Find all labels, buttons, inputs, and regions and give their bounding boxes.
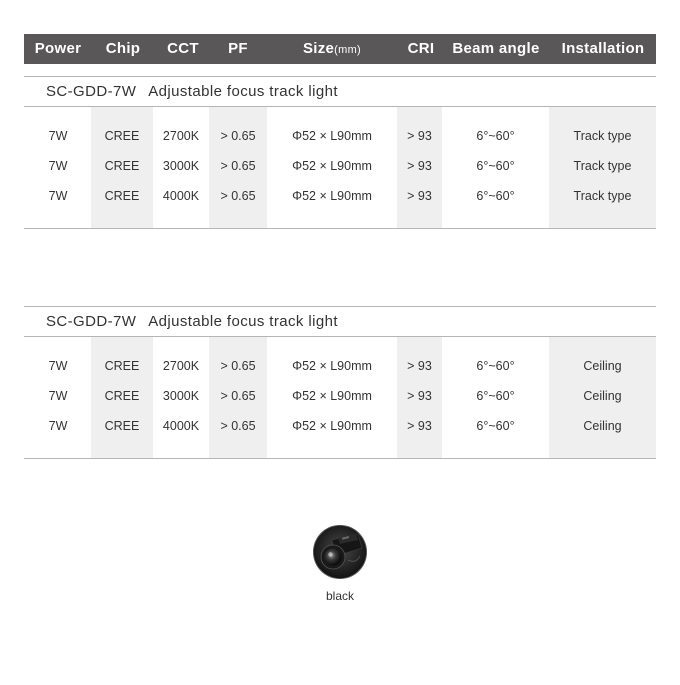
section-title [46,78,338,106]
cell-chip: CREE [104,129,140,143]
divider [24,306,656,307]
cell-cct: 3000K [162,389,200,403]
cell-chip: CREE [104,419,140,433]
header-chip: Chip [105,40,141,57]
cell-beam: 6°~60° [476,189,515,203]
cell-cct: 3000K [162,159,200,173]
cell-installation: Ceiling [583,389,622,403]
cell-size: Φ52 × L90mm [292,359,372,373]
cell-installation: Ceiling [583,419,622,433]
cell-size: Φ52 × L90mm [292,189,372,203]
section-description: Adjustable focus track light [148,83,338,100]
cell-beam: 6°~60° [476,159,515,173]
section-title [46,308,338,336]
divider [24,458,656,459]
table-row [24,351,656,381]
spec-table-track [24,107,656,229]
cell-cct: 4000K [162,419,200,433]
cell-installation: Ceiling [583,359,622,373]
cell-cri: > 93 [407,159,432,173]
cell-pf: > 0.65 [220,419,256,433]
cell-power: 7W [48,189,68,203]
table-header [24,34,656,64]
table-row [24,381,656,411]
spec-table-ceiling [24,337,656,459]
cell-size: Φ52 × L90mm [292,159,372,173]
cell-pf: > 0.65 [220,129,256,143]
cell-chip: CREE [104,389,140,403]
cell-size: Φ52 × L90mm [292,419,372,433]
cell-cri: > 93 [407,359,432,373]
section-model: SC-GDD-7W [46,83,137,100]
cell-power: 7W [48,419,68,433]
cell-chip: CREE [104,159,140,173]
section-description: Adjustable focus track light [148,313,338,330]
table-row [24,121,656,151]
cell-chip: CREE [104,359,140,373]
table-row [24,151,656,181]
cell-installation: Track type [573,189,632,203]
header-cri: CRI [407,40,435,57]
divider [24,228,656,229]
cell-installation: Track type [573,129,632,143]
cell-pf: > 0.65 [220,359,256,373]
cell-beam: 6°~60° [476,359,515,373]
header-pf: PF [228,40,248,57]
header-installation: Installation [561,40,645,57]
cell-beam: 6°~60° [476,389,515,403]
cell-cct: 4000K [162,189,200,203]
header-size-unit: (mm) [334,44,362,56]
cell-power: 7W [48,159,68,173]
table-row [24,181,656,211]
section-model: SC-GDD-7W [46,313,137,330]
header-size-label: Size [302,40,335,57]
cell-cct: 2700K [162,129,200,143]
header-power: Power [34,40,82,57]
cell-pf: > 0.65 [220,389,256,403]
cell-cri: > 93 [407,129,432,143]
cell-installation: Track type [573,159,632,173]
cell-power: 7W [48,359,68,373]
cell-chip: CREE [104,189,140,203]
cell-power: 7W [48,129,68,143]
header-cct: CCT [167,40,199,57]
product-track-light-image [312,524,368,580]
cell-beam: 6°~60° [476,419,515,433]
cell-power: 7W [48,389,68,403]
cell-cri: > 93 [407,389,432,403]
product-color-label: black [325,589,354,603]
cell-cct: 2700K [162,359,200,373]
cell-beam: 6°~60° [476,129,515,143]
header-beam-angle: Beam angle [452,40,540,57]
divider [24,76,656,77]
cell-cri: > 93 [407,419,432,433]
cell-cri: > 93 [407,189,432,203]
cell-size: Φ52 × L90mm [292,389,372,403]
table-row [24,411,656,441]
cell-pf: > 0.65 [220,159,256,173]
header-size [264,34,400,64]
cell-pf: > 0.65 [220,189,256,203]
cell-size: Φ52 × L90mm [292,129,372,143]
